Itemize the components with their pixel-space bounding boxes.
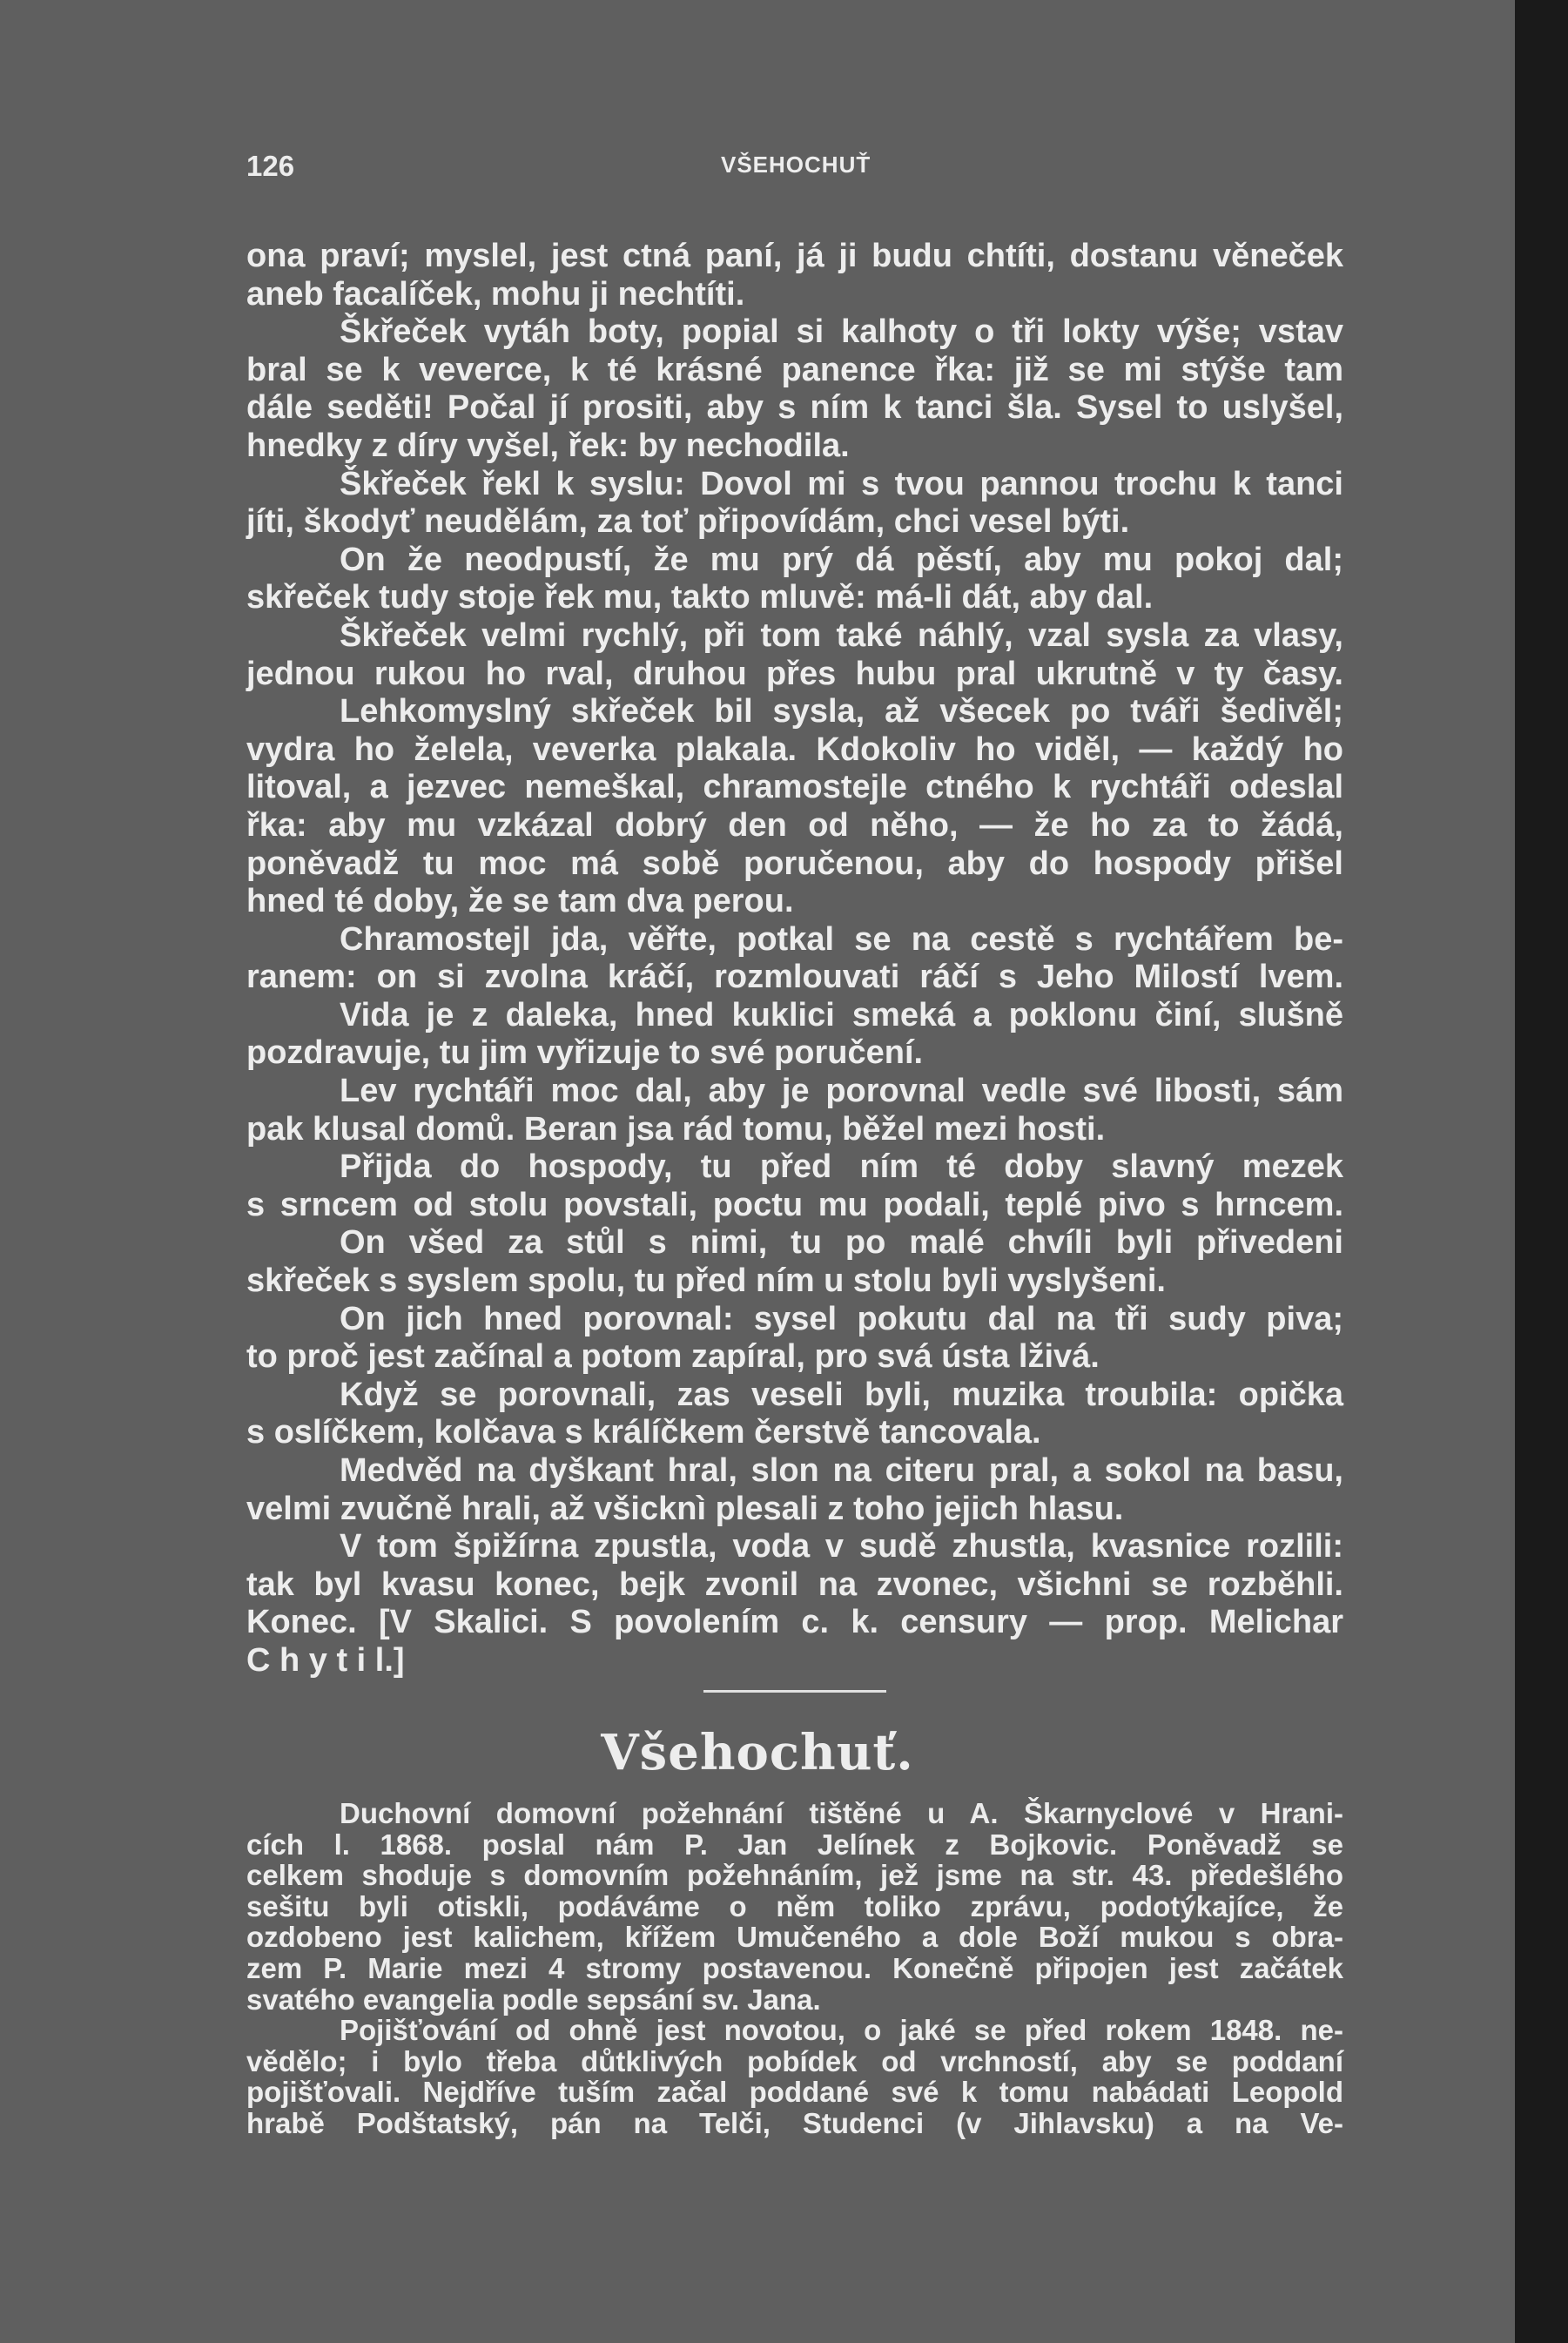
text-line: Vida je z daleka, hned kuklici smeká a poklonu činí, slušně — [340, 996, 1343, 1033]
text-line: V tom špižírna zpustla, voda v sudě zhustla, kvasnice rozlili: — [340, 1528, 1343, 1565]
text-line: Přijda do hospody, tu před ním té doby slavný mezek — [340, 1148, 1343, 1186]
text-line: vydra ho želela, veverka plakala. Kdokoliv ho viděl, — každý ho — [246, 731, 1343, 768]
text-line: Chramostejl jda, věřte, potkal se na cestě s rychtářem be- — [340, 920, 1343, 958]
text-line: to proč jest začínal a potom zapíral, pro svá ústa lživá. — [246, 1338, 1100, 1376]
text-line: tak byl kvasu konec, bejk zvonil na zvonec, všichni se rozběhli. — [246, 1565, 1343, 1603]
text-line: Duchovní domovní požehnání tištěné u A. Škarnyclové v Hrani- — [340, 1797, 1343, 1829]
text-line: pojišťovali. Nejdříve tuším začal poddané své k tomu nabádati Leopold — [246, 2076, 1343, 2109]
text-line: litoval, a jezvec nemeškal, chramostejle ctného k rychtáři odeslal — [246, 769, 1343, 806]
text-line: sešitu byli otiskli, podáváme o něm toliko zprávu, podotýkajíce, že — [246, 1889, 1343, 1922]
text-line: svatého evangelia podle sepsání sv. Jana. — [246, 1983, 821, 2016]
book-spine-shadow — [1515, 0, 1568, 2343]
text-line: skřeček tudy stoje řek mu, takto mluvě: má-li dát, aby dal. — [246, 579, 1154, 616]
poem-body — [246, 238, 1343, 1680]
text-line: zem P. Marie mezi 4 stromy postavenou. Konečně připojen jest začátek — [246, 1951, 1343, 1984]
text-line: Pojišťování od ohně jest novotou, o jaké se před rokem 1848. ne- — [340, 2014, 1343, 2047]
text-line: s srncem od stolu povstali, poctu mu podali, teplé pivo s hrncem. — [246, 1186, 1343, 1223]
text-line: On všed za stůl s nimi, tu po malé chvíli byli přivedeni — [340, 1224, 1343, 1262]
page-header — [246, 139, 1343, 192]
text-line: bral se k veverce, k té krásné panence řka: již se mi stýše tam — [246, 351, 1343, 388]
text-line: Škřeček řekl k syslu: Dovol mi s tvou pannou trochu k tanci — [340, 465, 1343, 502]
text-line: poněvadž tu moc má sobě poručenou, aby do hospody přišel — [246, 845, 1343, 882]
text-line: hned té doby, že se tam dva perou. — [246, 883, 794, 920]
text-line: Škřeček vytáh boty, popial si kalhoty o tři lokty výše; vstav — [340, 313, 1343, 351]
text-line: Škřeček velmi rychlý, při tom také náhlý, vzal sysla za vlasy, — [340, 616, 1343, 654]
text-line: jíti, škodyť neudělám, za toť připovídám, chci vesel býti. — [246, 503, 1130, 541]
text-line: ranem: on si zvolna kráčí, rozmlouvati ráčí s Jeho Milostí lvem. — [246, 959, 1343, 996]
running-head: VŠEHOCHUŤ — [721, 151, 871, 178]
section-divider — [703, 1690, 886, 1693]
text-line: cích l. 1868. poslal nám P. Jan Jelínek z Bojkovic. Poněvadž se — [246, 1828, 1343, 1861]
text-line: Lev rychtáři moc dal, aby je porovnal vedle své libosti, sám — [340, 1073, 1343, 1110]
text-line: velmi zvučně hrali, až všicknì plesali z toho jejich hlasu. — [246, 1490, 1124, 1527]
text-line: aneb facalíček, mohu ji nechtíti. — [246, 275, 745, 313]
section-title: Všehochuť. — [601, 1724, 914, 1781]
text-line: vědělo; i bylo třeba důtklivých pobídek od vrchností, aby se poddaní — [246, 2044, 1343, 2077]
text-line: hrabě Podštatský, pán na Telči, Studenci (v Jihlavsku) a na Ve- — [246, 2106, 1343, 2139]
text-line: On jich hned porovnal: sysel pokutu dal na tři sudy piva; — [340, 1300, 1343, 1337]
text-line: Lehkomyslný skřeček bil sysla, až všecek po tváři šedivěl; — [340, 693, 1343, 731]
text-line: pak klusal domů. Beran jsa rád tomu, běžel mezi hosti. — [246, 1110, 1106, 1148]
text-line: dále seděti! Počal jí prositi, aby s ním k tanci šla. Sysel to uslyšel, — [246, 389, 1343, 427]
page-number: 126 — [246, 150, 295, 182]
text-line: jednou rukou ho rval, druhou přes hubu pral ukrutně v ty časy. — [246, 655, 1343, 692]
text-line: skřeček s syslem spolu, tu před ním u stolu byli vyslyšeni. — [246, 1262, 1166, 1300]
text-line: s oslíčkem, kolčava s králíčkem čerstvě tancovala. — [246, 1414, 1041, 1451]
text-line: C h y t i l.] — [246, 1641, 405, 1679]
text-line: Konec. [V Skalici. S povolením c. k. censury — prop. Melichar — [246, 1604, 1343, 1641]
notes-body — [246, 1798, 1343, 2139]
text-line: hnedky z díry vyšel, řek: by nechodila. — [246, 427, 850, 464]
text-line: řka: aby mu vzkázal dobrý den od něho, — že ho za to žádá, — [246, 806, 1343, 844]
text-line: ozdobeno jest kalichem, křížem Umučeného a dole Boží mukou s obra- — [246, 1921, 1343, 1954]
text-line: Medvěd na dyškant hral, slon na citeru pral, a sokol na basu, — [340, 1452, 1343, 1489]
text-line: ona praví; myslel, jest ctná paní, já ji budu chtíti, dostanu věneček — [246, 238, 1343, 274]
text-line: celkem shoduje s domovním požehnáním, jež jsme na str. 43. předešlého — [246, 1859, 1343, 1892]
text-line: Když se porovnali, zas veseli byli, muzika troubila: opička — [340, 1376, 1343, 1413]
text-line: On že neodpustí, že mu prý dá pěstí, aby mu pokoj dal; — [340, 541, 1343, 578]
text-line: pozdravuje, tu jim vyřizuje to své poručení. — [246, 1034, 924, 1072]
